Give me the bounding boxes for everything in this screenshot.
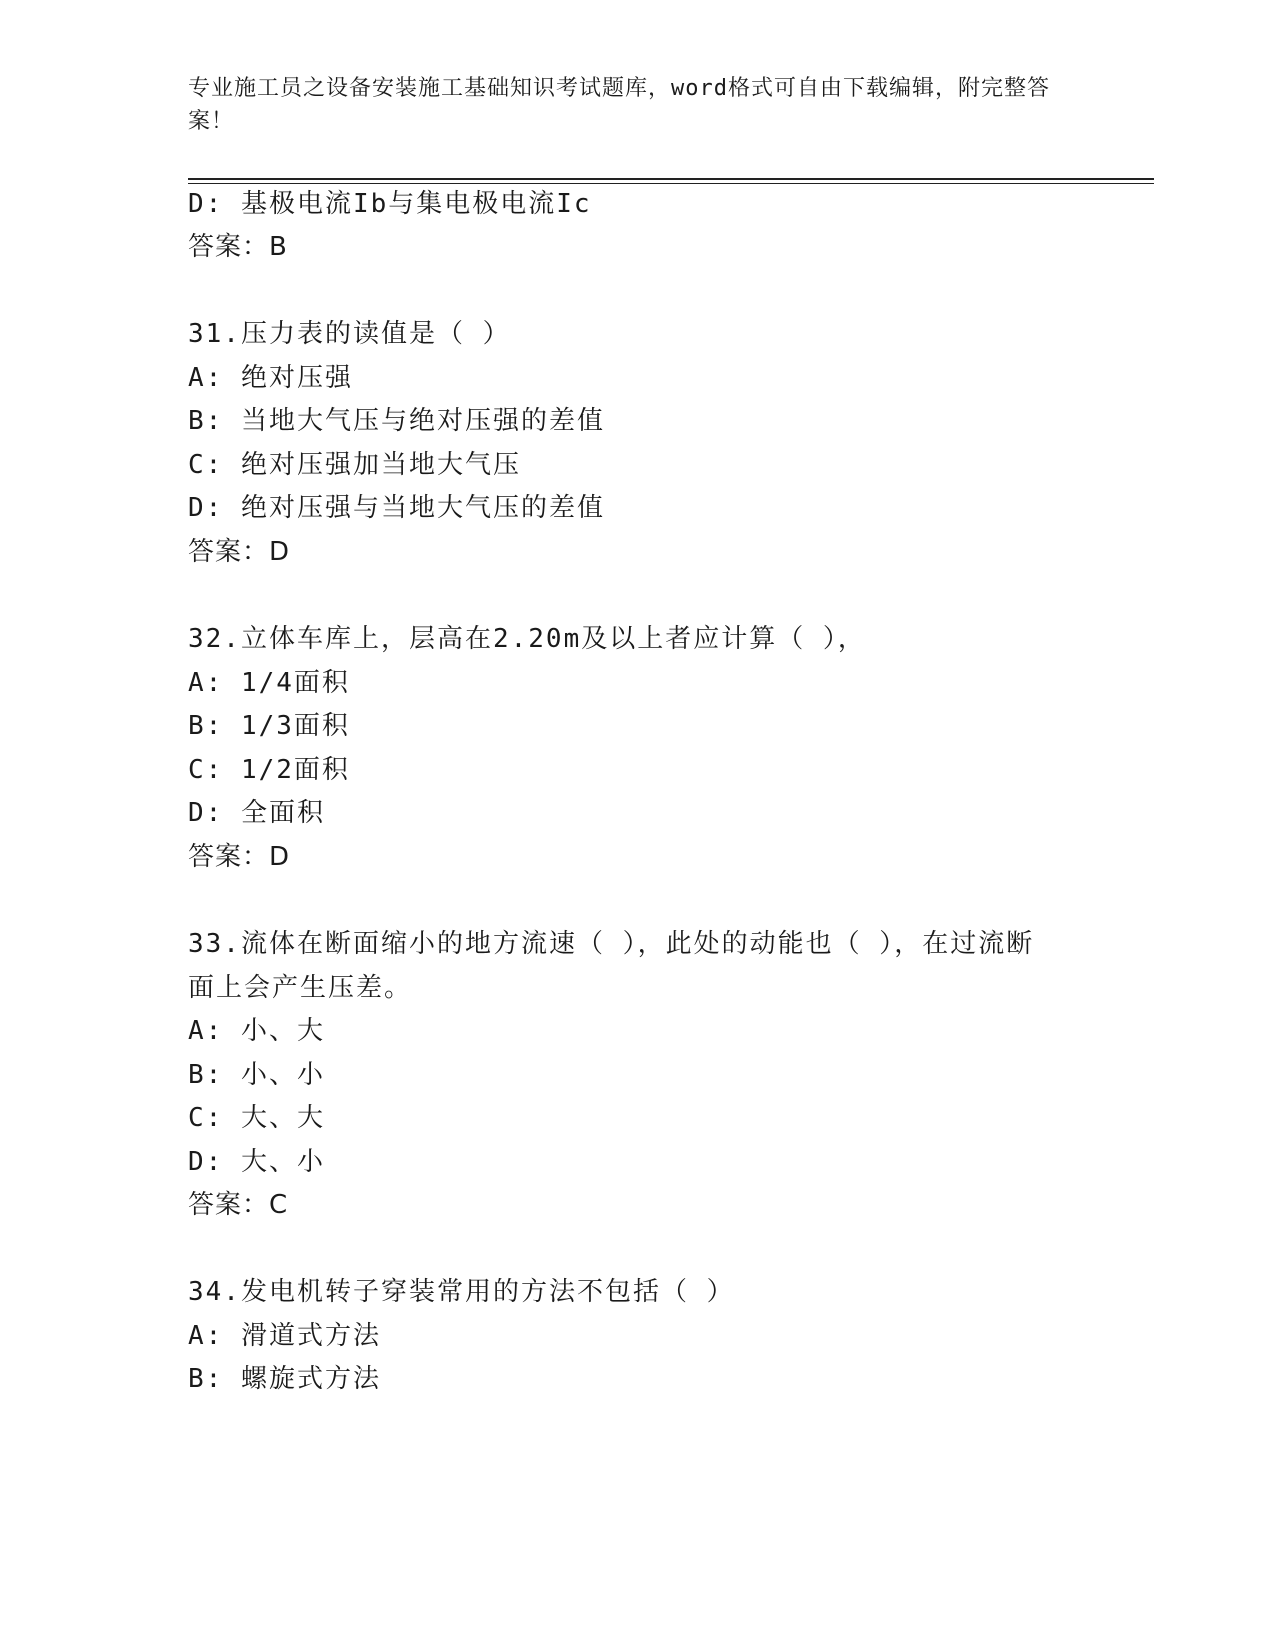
question-32-answer: 答案：D [188, 842, 291, 872]
question-33-option-a: A: 小、大 [188, 1016, 325, 1046]
question-32-stem: 32.立体车库上，层高在2.20m及以上者应计算（ ）， [188, 624, 866, 654]
question-33-option-b: B: 小、小 [188, 1060, 325, 1090]
prev-question-option-d: D: 基极电流Ib与集电极电流Ic [188, 189, 592, 219]
question-31-option-b: B: 当地大气压与绝对压强的差值 [188, 406, 605, 436]
question-31-option-a: A: 绝对压强 [188, 363, 353, 393]
document-header-title: 专业施工员之设备安装施工基础知识考试题库，word格式可自由下载编辑，附完整答案！ [188, 76, 1050, 134]
prev-question-answer: 答案：B [188, 232, 288, 262]
question-31-answer: 答案：D [188, 537, 291, 567]
question-32-option-d: D: 全面积 [188, 798, 325, 828]
question-33-stem-line-1: 33.流体在断面缩小的地方流速（ ），此处的动能也（ ），在过流断 [188, 929, 1035, 959]
question-34-stem: 34.发电机转子穿装常用的方法不包括（ ） [188, 1277, 735, 1307]
question-32-option-c: C: 1/2面积 [188, 755, 350, 785]
header-divider [188, 178, 1154, 184]
question-31-option-c: C: 绝对压强加当地大气压 [188, 450, 521, 480]
question-34-option-b: B: 螺旋式方法 [188, 1364, 381, 1394]
question-31-option-d: D: 绝对压强与当地大气压的差值 [188, 493, 605, 523]
question-32-option-b: B: 1/3面积 [188, 711, 350, 741]
question-33-option-c: C: 大、大 [188, 1103, 325, 1133]
question-33-option-d: D: 大、小 [188, 1147, 325, 1177]
question-31-stem: 31.压力表的读值是（ ） [188, 319, 511, 349]
question-34-option-a: A: 滑道式方法 [188, 1321, 381, 1351]
question-33-answer: 答案：C [188, 1190, 289, 1220]
question-32-option-a: A: 1/4面积 [188, 668, 350, 698]
question-33-stem-line-2: 面上会产生压差。 [188, 973, 413, 1003]
